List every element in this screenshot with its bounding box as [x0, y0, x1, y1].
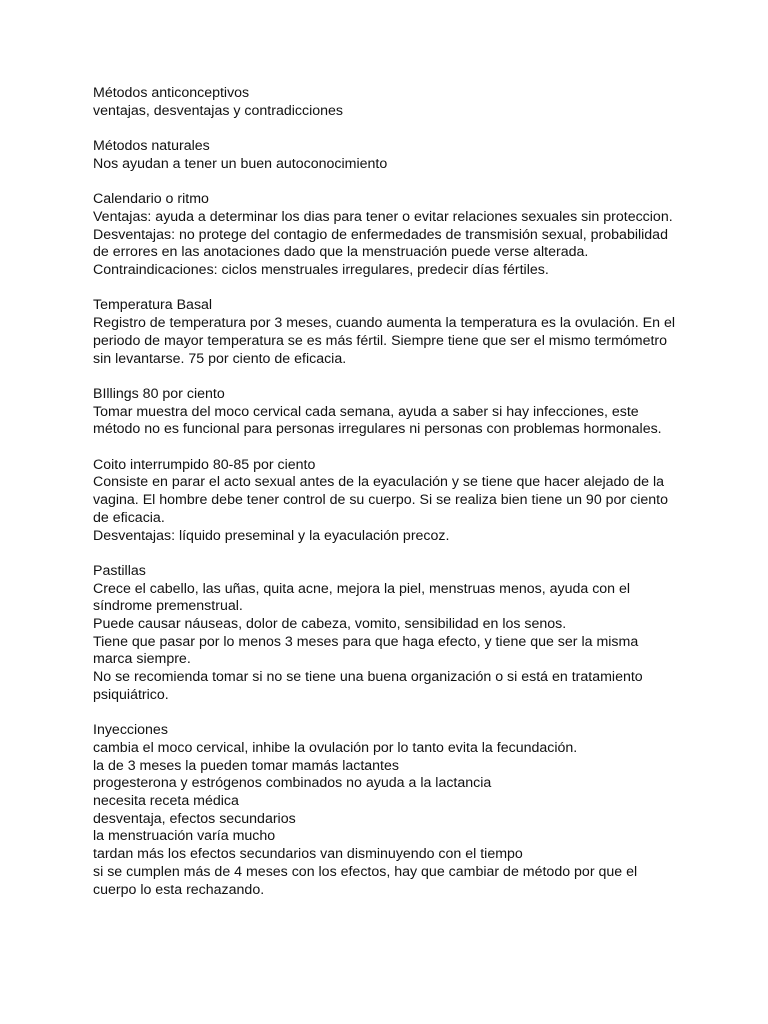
- section-heading: Temperatura Basal: [93, 297, 213, 314]
- section-heading: BIllings 80 por ciento: [93, 385, 225, 402]
- paragraph-line: cuerpo lo esta rechazando.: [93, 881, 265, 898]
- section-pills: [93, 563, 693, 705]
- paragraph-line: síndrome premenstrual.: [93, 598, 243, 615]
- section-heading: Métodos naturales: [93, 138, 210, 155]
- paragraph-line: vagina. El hombre debe tener control de su cuerpo. Si se realiza bien tiene un 90 por ciento: [93, 492, 668, 509]
- document-subtitle: ventajas, desventajas y contradicciones: [93, 102, 343, 119]
- paragraph-line: Puede causar náuseas, dolor de cabeza, vomito, sensibilidad en los senos.: [93, 616, 567, 632]
- paragraph-line: desventaja, efectos secundarios: [93, 810, 296, 827]
- section-calendar-method: [93, 191, 693, 280]
- paragraph-line: No se recomienda tomar si no se tiene una buena organización o si está en tratamiento: [93, 669, 643, 686]
- section-title: [93, 85, 693, 120]
- paragraph-line: Registro de temperatura por 3 meses, cuando aumenta la temperatura es la ovulación. En el: [93, 315, 676, 332]
- paragraph-line: necesita receta médica: [93, 793, 239, 810]
- paragraph-line: Ventajas: ayuda a determinar los dias para tener o evitar relaciones sexuales sin proteccion.: [93, 208, 673, 225]
- section-coitus-interruptus: [93, 457, 693, 546]
- paragraph-line: sin levantarse. 75 por ciento de eficacia.: [93, 350, 347, 367]
- paragraph-line: Crece el cabello, las uñas, quita acne, mejora la piel, menstruas menos, ayuda con el: [93, 580, 631, 597]
- paragraph-line: método no es funcional para personas irregulares ni personas con problemas hormonales.: [93, 421, 662, 438]
- paragraph-line: Nos ayudan a tener un buen autoconocimiento: [93, 155, 388, 172]
- section-billings: [93, 386, 693, 439]
- document-title: Métodos anticonceptivos: [93, 85, 250, 101]
- paragraph-line: Desventajas: líquido preseminal y la eyaculación precoz.: [93, 527, 450, 544]
- paragraph-line: cambia el moco cervical, inhibe la ovulación por lo tanto evita la fecundación.: [93, 739, 578, 756]
- document-page: [93, 85, 693, 899]
- paragraph-line: Tiene que pasar por lo menos 3 meses para que haga efecto, y tiene que ser la misma: [93, 633, 639, 650]
- paragraph-line: progesterona y estrógenos combinados no ayuda a la lactancia: [93, 775, 492, 792]
- paragraph-line: Contraindicaciones: ciclos menstruales irregulares, predecir días fértiles.: [93, 262, 549, 278]
- paragraph-line: de eficacia.: [93, 509, 165, 526]
- paragraph-line: Tomar muestra del moco cervical cada semana, ayuda a saber si hay infecciones, este: [93, 403, 639, 420]
- paragraph-line: la menstruación varía mucho: [93, 828, 276, 845]
- paragraph-line: marca siempre.: [93, 651, 191, 668]
- paragraph-line: si se cumplen más de 4 meses con los efectos, hay que cambiar de método por que el: [93, 863, 638, 880]
- paragraph-line: la de 3 meses la pueden tomar mamás lactantes: [93, 757, 399, 774]
- section-injections: [93, 722, 693, 899]
- paragraph-line: periodo de mayor temperatura se es más fértil. Siempre tiene que ser el mismo termómetro: [93, 332, 668, 349]
- paragraph-line: de errores en las anotaciones dado que la menstruación puede verse alterada.: [93, 244, 589, 261]
- paragraph-line: psiquiátrico.: [93, 686, 169, 703]
- section-heading: Pastillas: [93, 562, 146, 579]
- section-heading: Coito interrumpido 80-85 por ciento: [93, 456, 316, 473]
- paragraph-line: Consiste en parar el acto sexual antes de la eyaculación y se tiene que hacer alejado de la: [93, 474, 665, 491]
- section-heading: Inyecciones: [93, 722, 168, 739]
- paragraph-line: Desventajas: no protege del contagio de enfermedades de transmisión sexual, probabilidad: [93, 226, 668, 243]
- section-natural-methods: [93, 138, 693, 173]
- section-basal-temperature: [93, 297, 693, 368]
- paragraph-line: tardan más los efectos secundarios van disminuyendo con el tiempo: [93, 846, 523, 863]
- section-heading: Calendario o ritmo: [93, 191, 209, 208]
